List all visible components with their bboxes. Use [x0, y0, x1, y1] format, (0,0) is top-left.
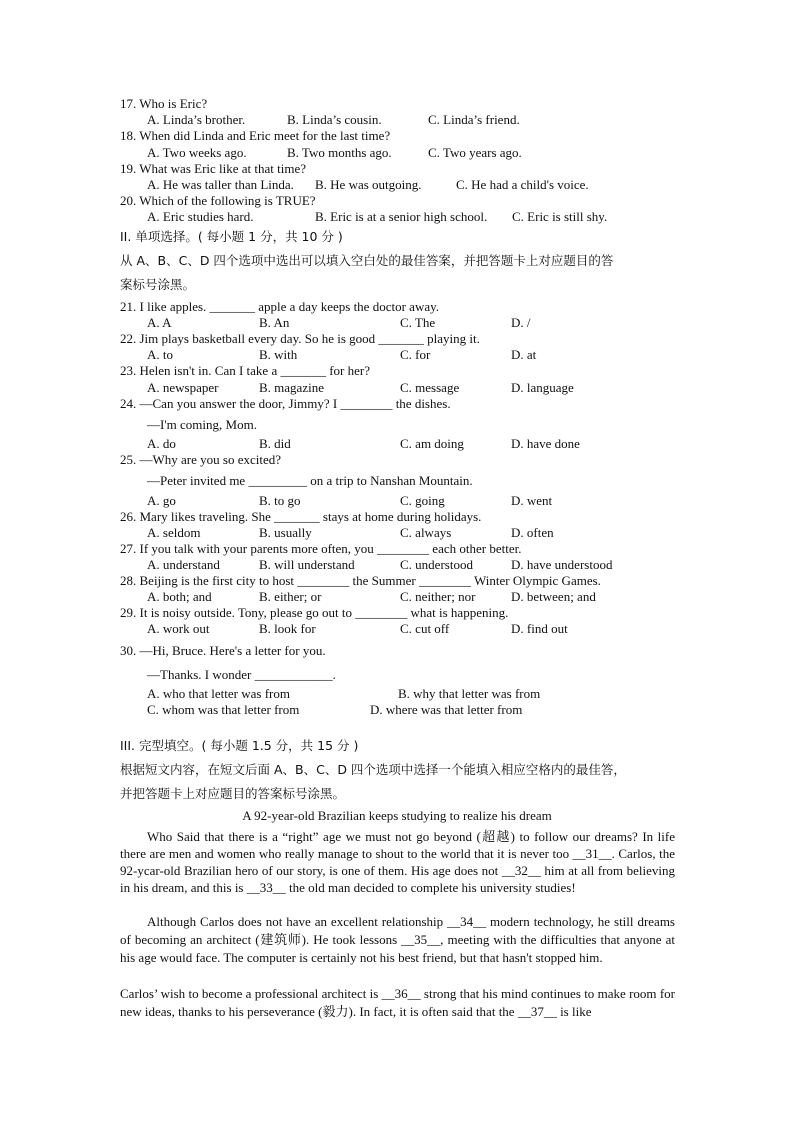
q17-option-b: B. Linda’s cousin.: [287, 112, 382, 127]
q24-option-d: D. have done: [511, 436, 580, 451]
q17-option-c: C. Linda’s friend.: [428, 112, 520, 127]
q19-option-b: B. He was outgoing.: [315, 177, 422, 192]
q28-option-a: A. both; and: [147, 589, 212, 604]
q25-option-b: B. to go: [259, 493, 301, 508]
q20-option-b: B. Eric is at a senior high school.: [315, 209, 488, 224]
q21-option-a: A. A: [147, 315, 172, 330]
q27-stem: 27. If you talk with your parents more often, you ________ each other better.: [120, 541, 522, 556]
q25-option-a: A. go: [147, 493, 176, 508]
section2-instruction-line1: 从 A、B、C、D 四个选项中选出可以填入空白处的最佳答案，并把答题卡上对应题目的答: [120, 253, 614, 268]
q28-option-b: B. either; or: [259, 589, 322, 604]
section3-instruction-line2: 并把答题卡上对应题目的答案标号涂黑。: [120, 786, 346, 801]
q26-option-a: A. seldom: [147, 525, 201, 540]
q23-option-c: C. message: [400, 380, 460, 395]
q18-option-a: A. Two weeks ago.: [147, 145, 247, 160]
q30-option-d: D. where was that letter from: [370, 702, 523, 717]
q30-reply: —Thanks. I wonder ____________.: [147, 667, 336, 682]
q24-option-c: C. am doing: [400, 436, 464, 451]
q21-option-d: D. /: [511, 315, 531, 330]
q28-stem: 28. Beijing is the first city to host ________ the Summer ________ Winter Olympic Games.: [120, 573, 601, 588]
q18-stem: 18. When did Linda and Eric meet for the last time?: [120, 128, 391, 143]
q22-option-b: B. with: [259, 347, 298, 362]
q23-option-d: D. language: [511, 380, 574, 395]
q20-stem: 20. Which of the following is TRUE?: [120, 193, 316, 208]
q25-option-c: C. going: [400, 493, 445, 508]
q28-option-c: C. neither; nor: [400, 589, 476, 604]
q26-option-d: D. often: [511, 525, 554, 540]
section2-heading: II. 单项选择。( 每小题 1 分，共 10 分 ): [120, 229, 343, 244]
q23-stem: 23. Helen isn't in. Can I take a _______ for her?: [120, 363, 370, 378]
q21-stem: 21. I like apples. _______ apple a day keeps the doctor away.: [120, 299, 440, 314]
q21-option-b: B. An: [259, 315, 290, 330]
q17-stem: 17. Who is Eric?: [120, 96, 208, 111]
q27-option-a: A. understand: [147, 557, 220, 572]
q18-option-c: C. Two years ago.: [428, 145, 522, 160]
q30-option-c: C. whom was that letter from: [147, 702, 300, 717]
q19-option-a: A. He was taller than Linda.: [147, 177, 294, 192]
q21-option-c: C. The: [400, 315, 436, 330]
q20-option-a: A. Eric studies hard.: [147, 209, 254, 224]
section3-heading: III. 完型填空。( 每小题 1.5 分，共 15 分 ): [120, 738, 359, 753]
q26-stem: 26. Mary likes traveling. She _______ stays at home during holidays.: [120, 509, 482, 524]
q23-option-b: B. magazine: [259, 380, 324, 395]
q25-stem: 25. —Why are you so excited?: [120, 452, 282, 467]
passage-paragraph-2: Although Carlos does not have an excellent relationship __34__ modern technology, he still dreams of becoming an architect (建筑师). He took lessons __35__, meeting with the difficulties that anyone at his age would face. The computer is certainly not his best friend, but that hasn't stopped him.: [120, 914, 675, 965]
q24-option-a: A. do: [147, 436, 176, 451]
q22-stem: 22. Jim plays basketball every day. So he is good _______ playing it.: [120, 331, 480, 346]
q26-option-b: B. usually: [259, 525, 312, 540]
q27-option-d: D. have understood: [511, 557, 613, 572]
q29-option-c: C. cut off: [400, 621, 450, 636]
q22-option-a: A. to: [147, 347, 173, 362]
q19-stem: 19. What was Eric like at that time?: [120, 161, 307, 176]
q30-option-b: B. why that letter was from: [398, 686, 541, 701]
q29-option-d: D. find out: [511, 621, 568, 636]
q24-option-b: B. did: [259, 436, 291, 451]
q22-option-c: C. for: [400, 347, 431, 362]
q28-option-d: D. between; and: [511, 589, 596, 604]
q25-option-d: D. went: [511, 493, 553, 508]
passage-paragraph-3: Carlos’ wish to become a professional architect is __36__ strong that his mind continues to make room for new ideas, thanks to his perseverance (毅力). In fact, it is often said that the __37__ is like: [120, 986, 675, 1019]
q30-option-a: A. who that letter was from: [147, 686, 290, 701]
section2-instruction-line2: 案标号涂黑。: [120, 277, 196, 292]
q29-option-b: B. look for: [259, 621, 316, 636]
q17-option-a: A. Linda’s brother.: [147, 112, 246, 127]
q29-option-a: A. work out: [147, 621, 210, 636]
q29-stem: 29. It is noisy outside. Tony, please go out to ________ what is happening.: [120, 605, 509, 620]
q24-stem: 24. —Can you answer the door, Jimmy? I ________ the dishes.: [120, 396, 451, 411]
q26-option-c: C. always: [400, 525, 452, 540]
q23-option-a: A. newspaper: [147, 380, 219, 395]
q18-option-b: B. Two months ago.: [287, 145, 392, 160]
q27-option-c: C. understood: [400, 557, 473, 572]
q30-stem: 30. —Hi, Bruce. Here's a letter for you.: [120, 643, 326, 658]
q27-option-b: B. will understand: [259, 557, 355, 572]
q24-reply: —I'm coming, Mom.: [147, 417, 257, 432]
q25-reply: —Peter invited me _________ on a trip to Nanshan Mountain.: [147, 473, 473, 488]
q20-option-c: C. Eric is still shy.: [512, 209, 608, 224]
section3-instruction-line1: 根据短文内容，在短文后面 A、B、C、D 四个选项中选择一个能填入相应空格内的最佳答，: [120, 762, 626, 777]
q22-option-d: D. at: [511, 347, 537, 362]
passage-title: A 92-year-old Brazilian keeps studying to realize his dream: [242, 808, 552, 823]
q19-option-c: C. He had a child's voice.: [456, 177, 589, 192]
passage-paragraph-1: Who Said that there is a “right” age we must not go beyond (超越) to follow our dreams? In life there are men and women who really manage to shout to the world that it is never too __31__. Carlos, the 92-ycar-old Brazilian hero of our story, is one of them. His age does not __32__ him at all from believing in his dream, and this is __33__ the old man decided to complete his university studies!: [120, 829, 675, 895]
